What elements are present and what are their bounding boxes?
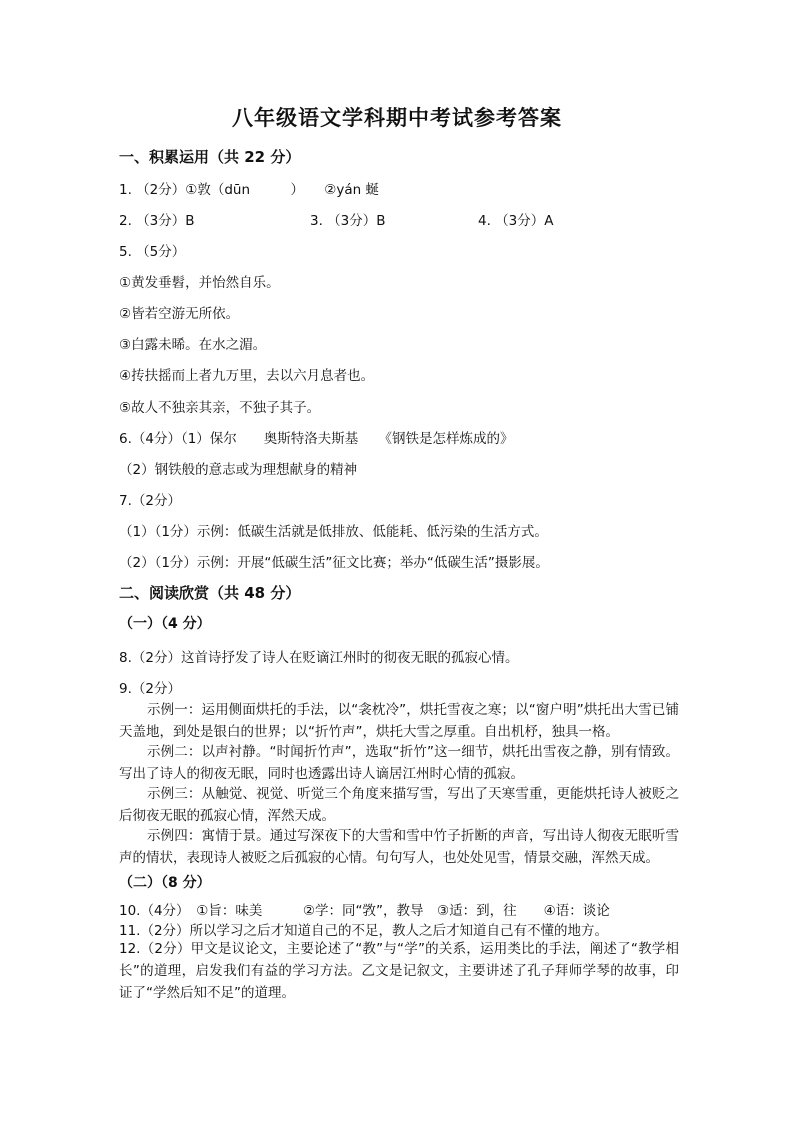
answer-q12: 12.（2分）甲文是议论文，主要论述了“教”与“学”的关系，运用类比的手法，阐述了“教学相长”的道理，启发我们有益的学习方法。乙文是记叙文，主要讲述了孔子拜师学琴的故事，印证了“学然后知不足”的道理。 [119, 941, 679, 1001]
answer-q4: 4. （3分）A [478, 213, 554, 229]
subsection2-heading: （二）（8 分） [119, 875, 211, 891]
answer-q3: 3. （3分）B [310, 213, 386, 229]
answer-q11: 11.（2分）所以学习之后才知道自己的不足，教人之后才知道自己有不懂的地方。 [119, 923, 609, 939]
answer-q1: 1. （2分）①敦（dūn ） ②yán 蜒 [119, 182, 380, 198]
answer-q7-part2: （2）（1分）示例：开展“低碳生活”征文比赛；举办“低碳生活”摄影展。 [119, 555, 549, 571]
answer-q5-item: ①黄发垂髫，并怡然自乐。 [119, 275, 280, 291]
subsection1-heading: （一）（4 分） [119, 616, 211, 632]
answer-q9-example: 示例四：寓情于景。通过写深夜下的大雪和雪中竹子折断的声音，写出诗人彻夜无眠听雪声的情状，表现诗人被贬之后孤寂的心情。句句写人，也处处见雪，情景交融，浑然天成。 [119, 828, 679, 866]
page-title: 八年级语文学科期中考试参考答案 [232, 106, 562, 130]
answer-q5-item: ③白露未晞。在水之湄。 [119, 337, 267, 353]
answer-q9-example: 示例二：以声衬静。“时闻折竹声”，选取“折竹”这一细节，烘托出雪夜之静，别有情致。写出了诗人的彻夜无眠，同时也透露出诗人谪居江州时心情的孤寂。 [119, 744, 679, 782]
answer-q2: 2. （3分）B [119, 213, 195, 229]
answer-q7: 7.（2分） [119, 493, 181, 509]
answer-q9-example: 示例一：运用侧面烘托的手法，以“衾枕冷”，烘托雪夜之寒；以“窗户明”烘托出大雪已铺天盖地，到处是银白的世界；以“折竹声”，烘托大雪之厚重。自出机杼，独具一格。 [119, 702, 679, 740]
answer-q5-item: ②皆若空游无所依。 [119, 306, 240, 322]
answer-q8: 8.（2分）这首诗抒发了诗人在贬谪江州时的彻夜无眠的孤寂心情。 [119, 650, 519, 666]
answer-q6-part1: 6.（4分）（1）保尔 奥斯特洛夫斯基 《钢铁是怎样炼成的》 [119, 431, 514, 447]
answer-q5-item: ⑤故人不独亲其亲，不独子其子。 [119, 400, 321, 416]
section2-heading: 二、阅读欣赏（共 48 分） [119, 584, 301, 602]
answer-q9: 9.（2分） [119, 681, 181, 697]
answer-q5-item: ④抟扶摇而上者九万里，去以六月息者也。 [119, 368, 375, 384]
answer-q6-part2: （2）钢铁般的意志或为理想献身的精神 [119, 462, 358, 478]
answer-q9-example: 示例三：从触觉、视觉、听觉三个角度来描写雪，写出了天寒雪重，更能烘托诗人被贬之后彻夜无眠的孤寂心情，浑然天成。 [119, 786, 679, 824]
answer-q10: 10.（4分） ①旨：味美 ②学：同“敩”，教导 ③适：到，往 ④语：谈论 [119, 903, 610, 919]
answer-q5: 5. （5分） [119, 244, 186, 260]
answer-q7-part1: （1）（1分）示例：低碳生活就是低排放、低能耗、低污染的生活方式。 [119, 524, 548, 540]
section1-heading: 一、积累运用（共 22 分） [119, 148, 301, 166]
